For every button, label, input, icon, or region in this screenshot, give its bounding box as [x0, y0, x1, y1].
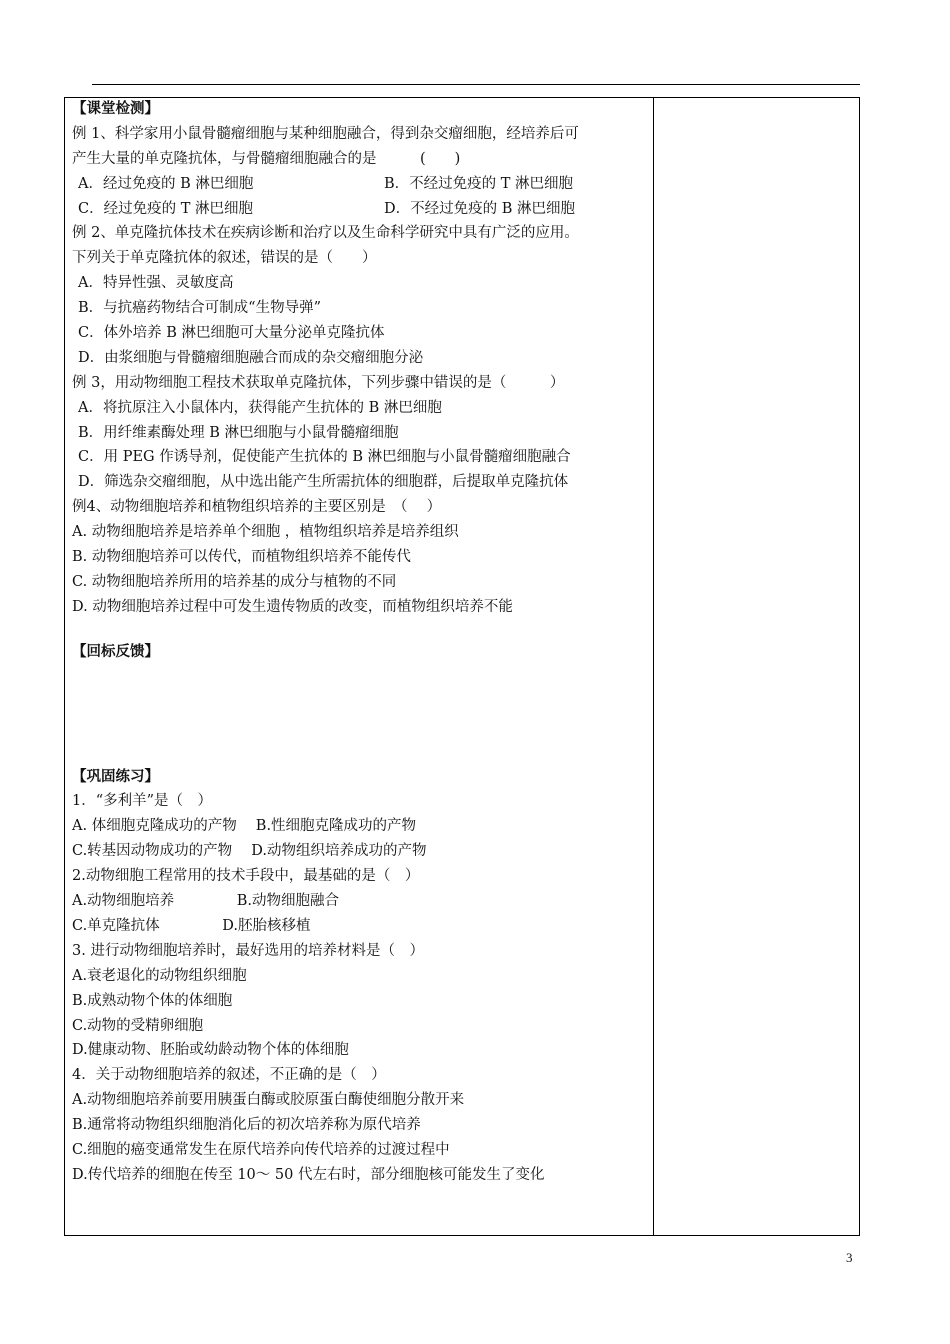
question-4-option-a: A.动物细胞培养前要用胰蛋白酶或胶原蛋白酶使细胞分散开来: [72, 1092, 465, 1109]
example-4-option-a: A. 动物细胞培养是培养单个细胞 ，植物组织培养是培养组织: [72, 524, 459, 541]
question-4-option-d: D.传代培养的细胞在传至 10～ 50 代左右时，部分细胞核可能发生了变化: [72, 1166, 545, 1183]
header-rule: [92, 84, 860, 85]
question-3-option-d: D.健康动物、胚胎或幼龄动物个体的体细胞: [72, 1042, 349, 1059]
example-3-option-c: C．用 PEG 作诱导剂，促使能产生抗体的 B 淋巴细胞与小鼠骨髓瘤细胞融合: [78, 449, 571, 466]
example-1-options-ab: [72, 172, 650, 197]
question-4-option-b: B.通常将动物组织细胞消化后的初次培养称为原代培养: [72, 1117, 421, 1134]
question-3-option-c: C.动物的受精卵细胞: [72, 1017, 204, 1034]
example-2-option-c: C．体外培养 B 淋巴细胞可大量分泌单克隆抗体: [78, 325, 385, 342]
example-2-option-a: A．特异性强、灵敏度高: [78, 275, 234, 292]
example-2-line-1: 例 2、单克隆抗体技术在疾病诊断和治疗以及生命科学研究中具有广泛的应用。: [72, 225, 579, 242]
question-2-options-ab: A.动物细胞培养 B.动物细胞融合: [72, 893, 339, 910]
spacer: [72, 620, 650, 640]
example-4-option-b: B. 动物细胞培养可以传代，而植物组织培养不能传代: [72, 549, 411, 566]
table-column-divider: [653, 97, 654, 1236]
section-heading-check: 【课堂检测】: [72, 101, 159, 117]
example-3-line-1: 例 3，用动物细胞工程技术获取单克隆抗体，下列步骤中错误的是（ ）: [72, 374, 565, 391]
question-4: 4．关于动物细胞培养的叙述，不正确的是（ ）: [72, 1067, 386, 1084]
example-3-option-d: D．筛选杂交瘤细胞，从中选出能产生所需抗体的细胞群，后提取单克隆抗体: [78, 474, 569, 491]
question-3-option-a: A.衰老退化的动物组织细胞: [72, 967, 247, 984]
question-3: 3. 进行动物细胞培养时，最好选用的培养材料是（ ）: [72, 942, 424, 959]
question-4-option-c: C.细胞的癌变通常发生在原代培养向传代培养的过渡过程中: [72, 1141, 450, 1158]
page-number: 3: [846, 1250, 853, 1265]
question-1-options-ab: A. 体细胞克隆成功的产物 B.性细胞克隆成功的产物: [72, 818, 417, 835]
question-1: 1．“多利羊”是（ ）: [72, 793, 213, 810]
section-heading-feedback: 【回标反馈】: [72, 643, 159, 660]
feedback-blank-area: [72, 665, 650, 765]
option-a: A．经过免疫的 B 淋巴细胞: [78, 175, 254, 192]
question-1-options-cd: C.转基因动物成功的产物 D.动物组织培养成功的产物: [72, 843, 427, 860]
example-1-line-1: 例 1、科学家用小鼠骨髓瘤细胞与某种细胞融合，得到杂交瘤细胞，经培养后可: [72, 125, 579, 142]
example-3-option-a: A．将抗原注入小鼠体内，获得能产生抗体的 B 淋巴细胞: [78, 399, 442, 416]
option-b: B．不经过免疫的 T 淋巴细胞: [384, 175, 574, 192]
example-4-line-1: 例4、动物细胞培养和植物组织培养的主要区别是 （ ）: [72, 499, 442, 516]
question-2-options-cd: C.单克隆抗体 D.胚胎核移植: [72, 917, 311, 934]
question-2: 2.动物细胞工程常用的技术手段中，最基础的是（ ）: [72, 868, 420, 885]
example-4-option-d: D. 动物细胞培养过程中可发生遗传物质的改变，而植物组织培养不能: [72, 598, 513, 615]
example-1-options-cd: [72, 197, 650, 222]
option-c: C．经过免疫的 T 淋巴细胞: [78, 200, 253, 217]
section-heading-practice: 【巩固练习】: [72, 768, 159, 785]
worksheet-content: [72, 97, 650, 1188]
example-2-option-b: B．与抗癌药物结合可制成“生物导弹”: [78, 300, 321, 317]
option-d: D．不经过免疫的 B 淋巴细胞: [384, 200, 575, 217]
example-1-line-2: 产生大量的单克隆抗体，与骨髓瘤细胞融合的是 ( ): [72, 150, 461, 167]
example-2-option-d: D．由浆细胞与骨髓瘤细胞融合而成的杂交瘤细胞分泌: [78, 349, 424, 366]
question-3-option-b: B.成熟动物个体的体细胞: [72, 992, 233, 1009]
example-3-option-b: B．用纤维素酶处理 B 淋巴细胞与小鼠骨髓瘤细胞: [78, 424, 399, 441]
example-2-line-2: 下列关于单克隆抗体的叙述，错误的是（ ）: [72, 250, 377, 267]
example-4-option-c: C. 动物细胞培养所用的培养基的成分与植物的不同: [72, 573, 397, 590]
